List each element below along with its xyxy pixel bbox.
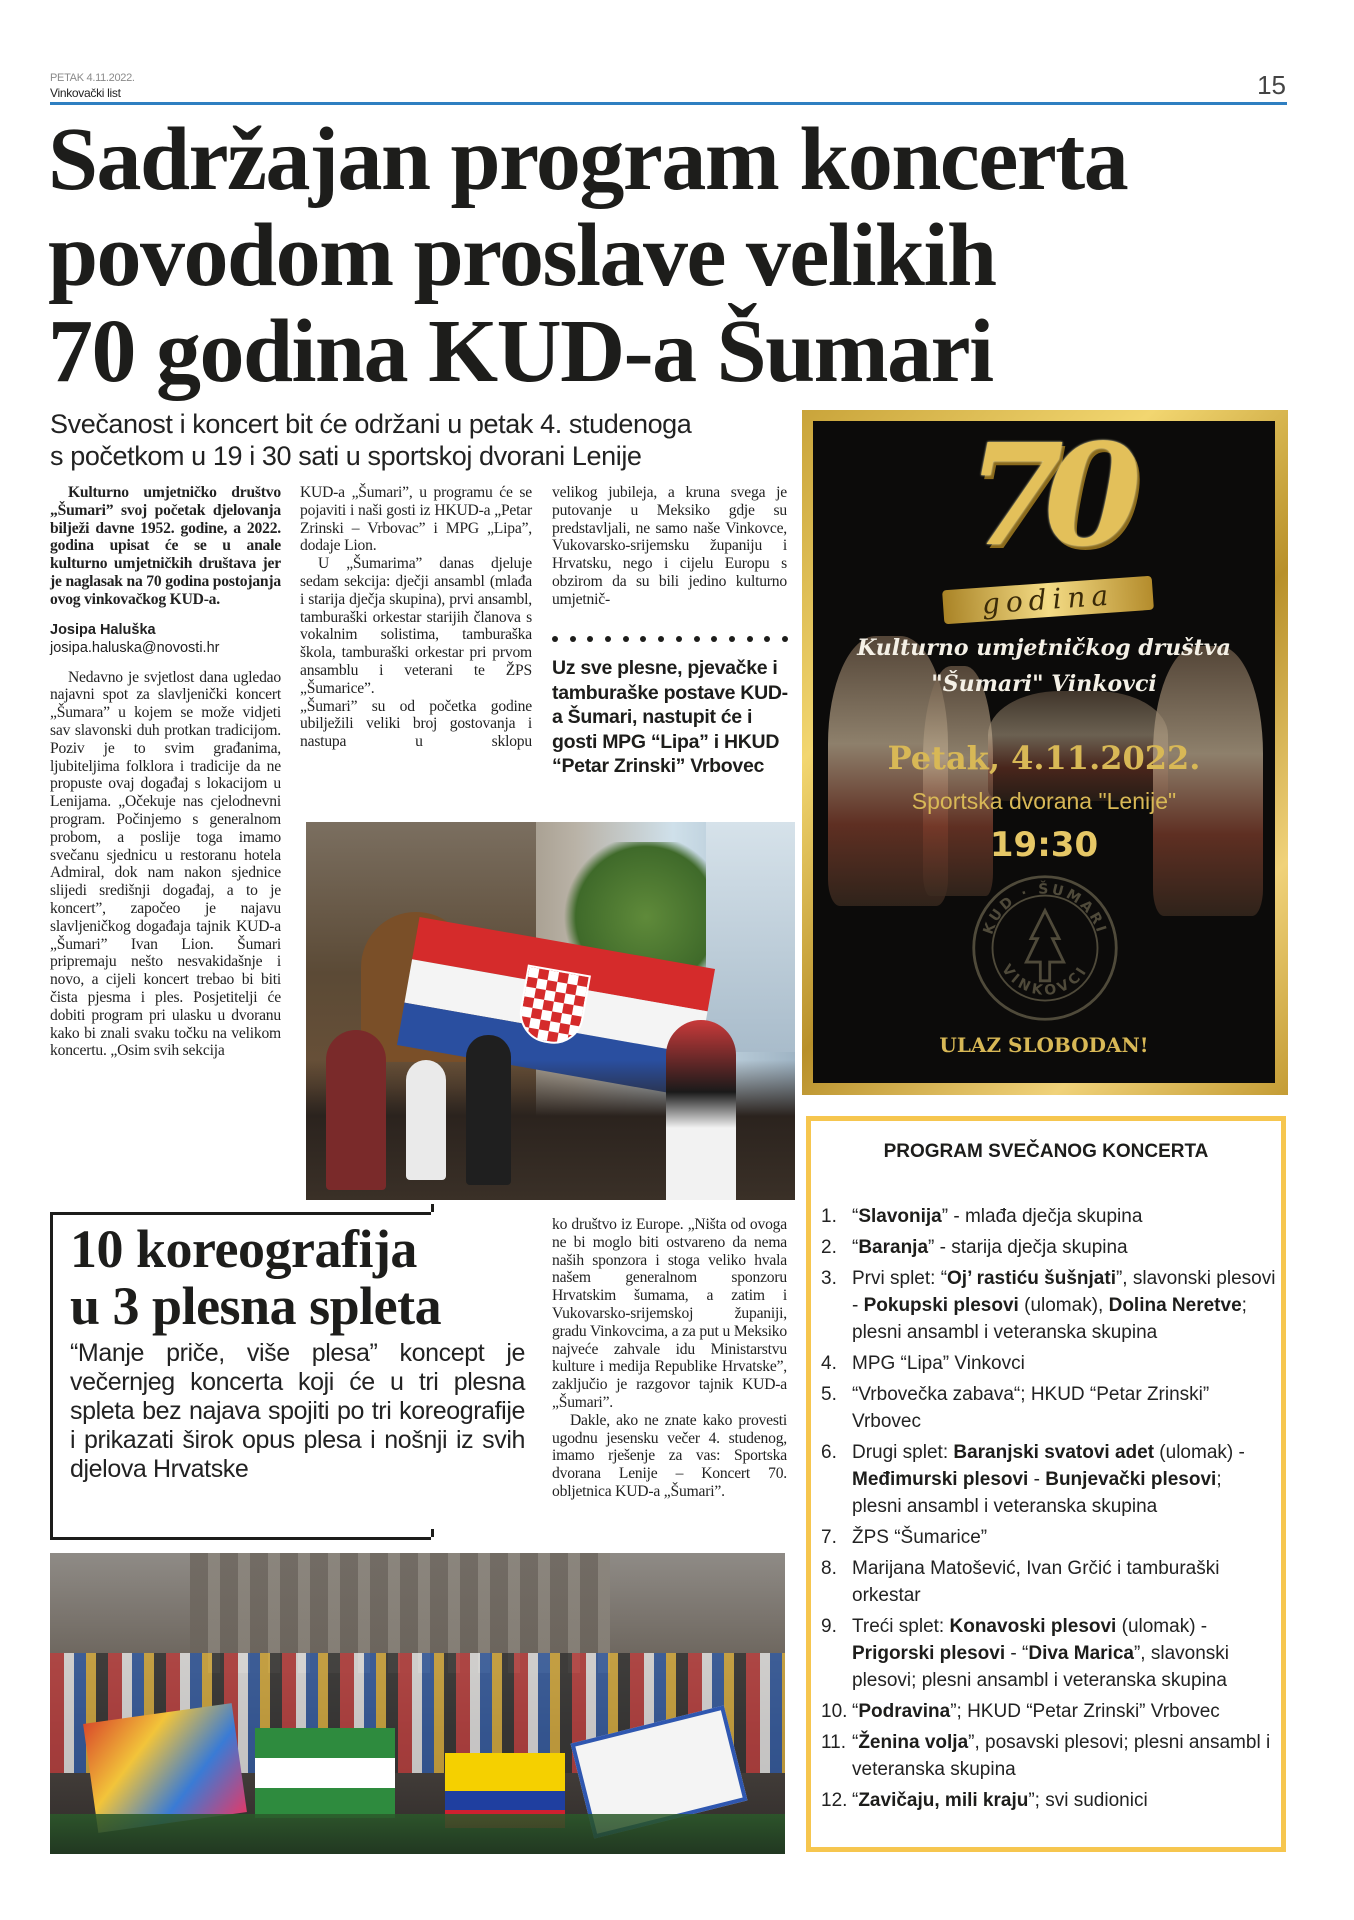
- poster-time: 19:30: [989, 825, 1099, 865]
- program-item-number: 11.: [821, 1732, 847, 1753]
- poster-org-line: Kulturno umjetničkog društva: [857, 635, 1231, 661]
- program-item-detail: “: [852, 1206, 859, 1227]
- program-item-detail: ” - mlađa dječja skupina: [941, 1206, 1143, 1227]
- subheadline: [50, 408, 810, 472]
- program-item: [821, 1439, 1276, 1520]
- program-item-detail: “: [852, 1701, 859, 1722]
- article-paragraph: Nedavno je svjetlost dana ugledao najavni spot za slavljenički koncert „Šumara” u kojem se može vidjeti sav slavonski duh protkan tradicijom. Poziv je to svim građanima, ljubiteljima folklora i tradicije da ne propuste ovaj događaj s lokacijom u Lenijama. „Očekuje nas cjelodnevni program. Počinjemo s generalnom probom, a poslije toga imamo svečanu sjednicu u restoranu hotela Admiral, dok nam nakon sjednice slijedi središnji događaj, a to je koncert”, započeo je najavu slavljeničkog događaja tajnik KUD-a „Šumari” Ivan Lion. Šumari pripremaju nešto nesvakidašnje i novo, a cijeli koncert trebao bi biti čista pjesma i ples. Posjetitelji će dobiti program pri ulasku u dvoranu kako bi znali svaku točku na velikom koncertu. „Osim svih sekcija: [50, 668, 281, 1060]
- program-item-detail: “: [852, 1732, 859, 1753]
- program-item-text: [852, 1381, 1276, 1435]
- program-item-detail: -: [1028, 1469, 1046, 1490]
- program-item-number: 6.: [821, 1442, 837, 1463]
- newspaper-name: Vinkovački list: [50, 86, 121, 100]
- program-item-title: Konavoski plesovi: [949, 1616, 1117, 1637]
- poster-org-line: "Šumari" Vinkovci: [931, 671, 1157, 697]
- program-item-text: [852, 1787, 1276, 1814]
- program-item-number: 5.: [821, 1384, 837, 1405]
- program-item-text: [852, 1524, 1276, 1551]
- program-item-text: [852, 1698, 1276, 1725]
- program-item-title: Ženina volja: [858, 1732, 969, 1753]
- program-item-number: 9.: [821, 1616, 837, 1637]
- header-rule: [50, 102, 1287, 105]
- kud-sumari-seal-icon: [970, 873, 1120, 1023]
- program-item-detail: ; plesni ansambl i veteranska skupina: [852, 1469, 1222, 1517]
- article-paragraph: U „Šumarima” danas djeluje sedam sekcija: dječji ansambl (mlađa i starija dječja skupina), prvi ansambl, tamburaški orkestar starijih članova s vokalnim solistima, tamburaška škola, tamburaški orkestar pri prvom ansamblu i veterani te ŽPS „Šumarice”.: [300, 555, 532, 697]
- program-item-title: Podravina: [858, 1701, 951, 1722]
- program-item: [821, 1524, 1276, 1551]
- program-item-title: Bunjevački plesovi: [1045, 1469, 1217, 1490]
- program-item-text: [852, 1265, 1276, 1346]
- box-heading-line: u 3 plesna spleta: [70, 1276, 442, 1336]
- article-paragraph: velikog jubileja, a kruna svega je putovanje u Meksiko gdje su predstavljali, ne samo naše Vinkovce, Vukovarsko-srijemsku županiju i Hrvatsku, nego i cijelu Europu s obzirom da su bili jedino kulturno umjetnič-: [552, 484, 787, 608]
- program-item-text: [852, 1729, 1276, 1783]
- program-item-number: 12.: [821, 1790, 848, 1811]
- program-item-detail: Treći splet:: [852, 1616, 950, 1637]
- program-item-number: 1.: [821, 1206, 837, 1227]
- program-item-title: Slavonija: [858, 1206, 942, 1227]
- program-item: [821, 1787, 1276, 1814]
- pull-quote: Uz sve plesne, pjevačke i tamburaške postave KUD-a Šumari, nastupit će i gosti MPG “Lipa” i HKUD “Petar Zrinski” Vrbovec: [552, 657, 788, 778]
- program-item: [821, 1698, 1276, 1725]
- program-item-detail: ”, posavski plesovi; plesni ansambl i veteranska skupina: [852, 1732, 1271, 1780]
- program-item-detail: Drugi splet:: [852, 1442, 954, 1463]
- program-item-detail: ” - starija dječja skupina: [928, 1237, 1128, 1258]
- program-item: [821, 1381, 1276, 1435]
- box-heading-line: 10 koreografija: [70, 1219, 417, 1279]
- dotted-divider: [552, 636, 788, 642]
- program-title: PROGRAM SVEČANOG KONCERTA: [883, 1141, 1209, 1162]
- svg-text:VINKOVCI: VINKOVCI: [998, 961, 1092, 1000]
- program-item-number: 2.: [821, 1237, 837, 1258]
- box-deck: “Manje priče, više plesa” koncept je večernjeg koncerta koji će u tri plesna spleta bez najava spojiti po tri koreografije i prikazati širok opus plesa i nošnji iz svih djelova Hrvatske: [70, 1339, 525, 1483]
- program-item-text: [852, 1203, 1276, 1230]
- subheadline-line: s početkom u 19 i 30 sati u sportskoj dvorani Lenije: [50, 441, 642, 471]
- program-item: [821, 1613, 1276, 1694]
- program-item-text: [852, 1439, 1276, 1520]
- issue-date: PETAK 4.11.2022.: [50, 72, 135, 84]
- program-item-detail: “: [852, 1237, 859, 1258]
- program-item-detail: (ulomak) -: [1154, 1442, 1245, 1463]
- program-item-detail: (ulomak) -: [1116, 1616, 1208, 1637]
- article-column-1: [50, 484, 281, 1060]
- program-item-detail: - “: [1005, 1643, 1029, 1664]
- anniversary-number: 70: [966, 421, 1122, 578]
- program-item-detail: ”, slavonski plesovi; plesni ansambl i veteranska skupina: [852, 1643, 1229, 1691]
- sidebar-highlight-box: [50, 1212, 525, 1540]
- program-item-detail: ”; HKUD “Petar Zrinski” Vrbovec: [950, 1701, 1220, 1722]
- article-paragraph: ko društvo iz Europe. „Ništa od ovoga ne bi moglo biti ostvareno da nema naših sponzora i stoga veliko hvala našem generalnom sponzoru Hrvatskim šumama, a zatim i Vukovarsko-srijemskoj županiji, gradu Vinkovcima, a za put u Meksiko najveće zahvale idu Ministarstvu kulture i medija Republike Hrvatske”, zaključio je razgovor tajnik KUD-a „Šumari”.: [552, 1216, 787, 1411]
- anniversary-ribbon: godina: [942, 576, 1154, 625]
- photo-dancers-with-croatian-flag: [306, 822, 795, 1200]
- headline-line: povodom proslave velikih: [48, 206, 996, 305]
- program-item-number: 3.: [821, 1268, 837, 1289]
- program-item: [821, 1234, 1276, 1261]
- program-list: [821, 1203, 1276, 1818]
- concert-program-box: [806, 1116, 1286, 1852]
- program-item: [821, 1729, 1276, 1783]
- photo-group-in-mexico: [50, 1553, 785, 1854]
- article-column-3: [552, 484, 787, 609]
- program-item-number: 10.: [821, 1701, 848, 1722]
- program-item-text: [852, 1234, 1276, 1261]
- program-item-title: Međimurski plesovi: [852, 1469, 1029, 1490]
- program-item-title: Dolina Neretve: [1108, 1295, 1242, 1316]
- poster-date: Petak, 4.11.2022.: [887, 739, 1201, 777]
- subheadline-line: Svečanost i koncert bit će održani u petak 4. studenoga: [50, 409, 692, 439]
- article-paragraph: „Šumari” su od početka godine ubilježili veliki broj gostovanja i nastupa u sklopu: [300, 697, 532, 751]
- program-item-title: Baranja: [858, 1237, 929, 1258]
- program-item: [821, 1350, 1276, 1377]
- headline: [48, 112, 1298, 400]
- program-item-detail: MPG “Lipa” Vinkovci: [852, 1353, 1025, 1374]
- program-item-detail: ”; svi sudionici: [1028, 1790, 1148, 1811]
- program-item-title: Oj’ rastiću šušnjati: [947, 1268, 1116, 1289]
- program-item-number: 8.: [821, 1558, 837, 1579]
- program-item-title: Prigorski plesovi: [852, 1643, 1006, 1664]
- article-column-3-lower: [552, 1216, 787, 1501]
- program-item-title: Pokupski plesovi: [863, 1295, 1019, 1316]
- headline-line: Sadržajan program koncerta: [48, 110, 1128, 209]
- program-item-text: [852, 1613, 1276, 1694]
- program-item-detail: Prvi splet: “: [852, 1268, 948, 1289]
- program-item-title: Diva Marica: [1028, 1643, 1134, 1664]
- article-lead: Kulturno umjetničko društvo „Šumari” svoj početak djelovanja bilježi davne 1952. godine, a 2022. godina upisat će se u anale kulturno umjetničkih društava jer je naglasak na 70 godina postojanja ovog vinkovačkog KUD-a.: [50, 484, 281, 608]
- program-item-detail: (ulomak),: [1018, 1295, 1109, 1316]
- program-item: [821, 1203, 1276, 1230]
- svg-text:KUD · ŠUMARI: KUD · ŠUMARI: [980, 881, 1110, 937]
- byline: [50, 621, 281, 657]
- poster-venue: Sportska dvorana "Lenije": [911, 788, 1177, 814]
- article-paragraph: Dakle, ako ne znate kako provesti ugodnu jesensku večer 4. studenog, imamo rješenje za vas: Sportska dvorana Lenije – Koncert 70. obljetnica KUD-a „Šumari”.: [552, 1411, 787, 1500]
- program-item: [821, 1265, 1276, 1346]
- program-item-detail: Marijana Matošević, Ivan Grčić i tamburaški orkestar: [852, 1558, 1220, 1606]
- program-item-detail: ŽPS “Šumarice”: [852, 1527, 988, 1548]
- program-item-text: [852, 1555, 1276, 1609]
- headline-line: 70 godina KUD-a Šumari: [48, 302, 993, 401]
- box-heading: [70, 1221, 441, 1335]
- program-item-title: Baranjski svatovi adet: [953, 1442, 1155, 1463]
- program-item-text: [852, 1350, 1276, 1377]
- program-item-number: 7.: [821, 1527, 837, 1548]
- concert-poster: [802, 410, 1288, 1095]
- author-email[interactable]: josipa.haluska@novosti.hr: [50, 639, 220, 656]
- article-column-2: [300, 484, 532, 751]
- page-number: 15: [1257, 70, 1286, 100]
- program-item-number: 4.: [821, 1353, 837, 1374]
- article-paragraph: KUD-a „Šumari”, u programu će se pojaviti i naši gosti iz HKUD-a „Petar Zrinski – Vrbovac” i MPG „Lipa”, dodaje Lion.: [300, 484, 532, 555]
- poster-free-entry: ULAZ SLOBODAN!: [939, 1033, 1149, 1057]
- program-item: [821, 1555, 1276, 1609]
- author-name: Josipa Haluška: [50, 621, 156, 638]
- program-item-detail: ”, slavonski plesovi -: [852, 1268, 1276, 1316]
- program-item-detail: “Vrbovečka zabava“; HKUD “Petar Zrinski” Vrbovec: [852, 1384, 1210, 1432]
- program-item-title: Zavičaju, mili kraju: [858, 1790, 1029, 1811]
- program-item-detail: “: [852, 1790, 859, 1811]
- program-item-detail: ; plesni ansambl i veteranska skupina: [852, 1295, 1247, 1343]
